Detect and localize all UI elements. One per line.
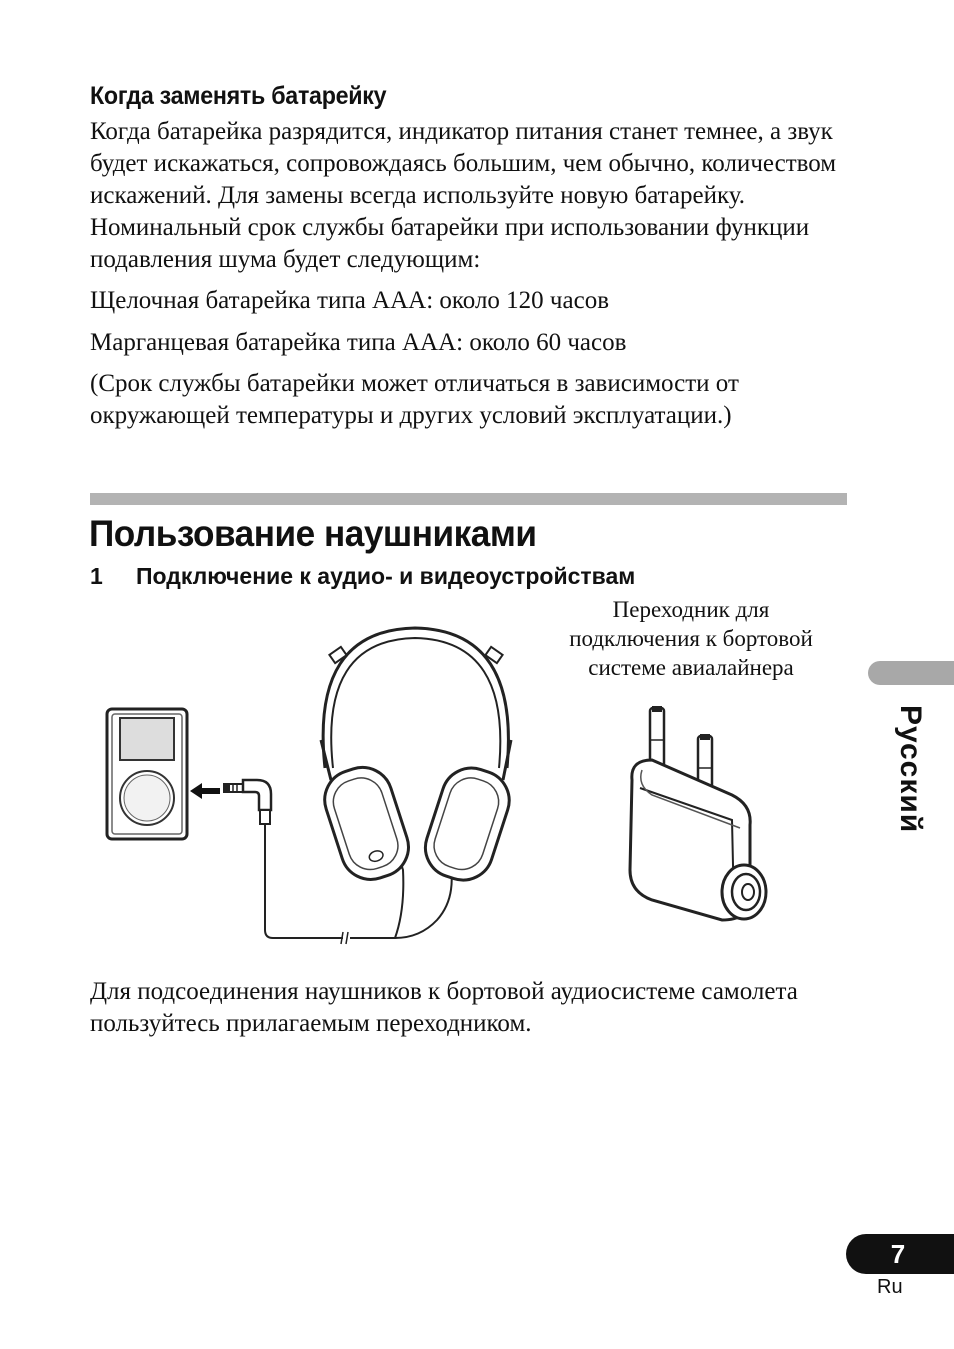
language-tab [868, 661, 954, 685]
alkaline-battery-life: Щелочная батарейка типа AAA: около 120 часов [90, 287, 610, 314]
battery-paragraph: Когда батарейка разрядится, индикатор питания станет темнее, а звук будет искажаться, сопровождаясь большим, чем обычно, количеством искажений. Для замены всегда используйте новую батарейку. Номинальный срок службы батарейки при использовании функции подавления шума будет следующим: [90, 118, 837, 273]
step-heading [90, 563, 635, 590]
step-title: Подключение к аудио- и видеоустройствам [136, 563, 636, 589]
page-number-badge [846, 1234, 954, 1274]
music-player-icon [104, 706, 190, 842]
section-title: Пользование наушниками [89, 513, 537, 554]
airline-adapter-icon [622, 700, 772, 930]
step-number: 1 [90, 563, 103, 589]
page-language-code: Ru [877, 1276, 903, 1298]
adapter-caption: Переходник для подключения к бортовой системе авиалайнера [569, 597, 813, 680]
language-label: Русский [894, 705, 927, 834]
manganese-battery-life: Марганцевая батарейка типа AAA: около 60 часов [90, 329, 627, 356]
battery-note: (Срок службы батарейки может отличаться в зависимости от окружающей температуры и других условий эксплуатации.) [90, 370, 739, 429]
page-number: 7 [890, 1239, 906, 1269]
section-divider [90, 493, 847, 505]
adapter-usage-text: Для подсоединения наушников к бортовой аудиосистеме самолета пользуйтесь прилагаемым переходником. [90, 978, 798, 1037]
battery-heading: Когда заменять батарейку [90, 82, 387, 110]
headphones-icon [215, 620, 545, 950]
